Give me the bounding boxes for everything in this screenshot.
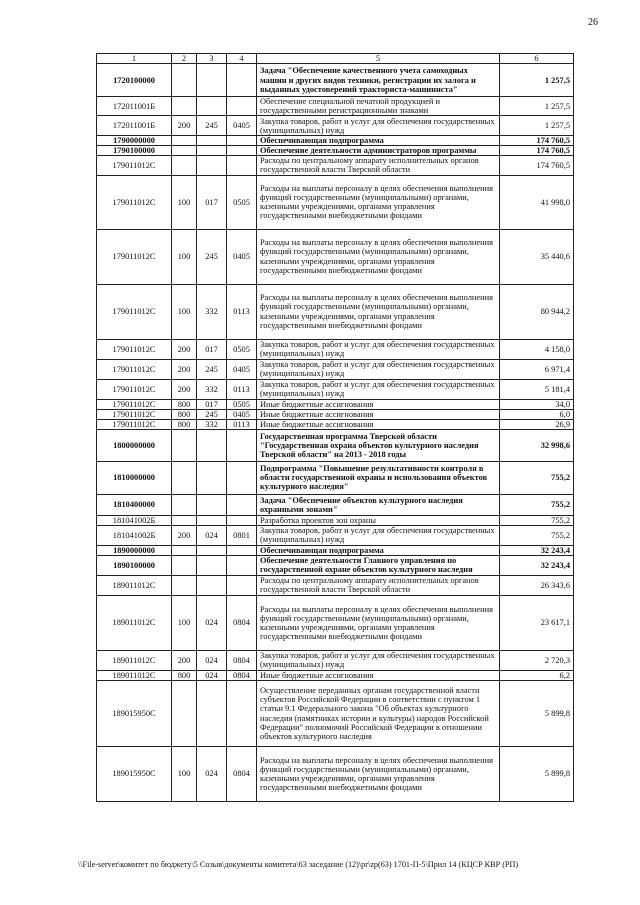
- admin-code: [197, 555, 227, 575]
- kcsr-code: 179011012С: [97, 399, 172, 409]
- section-code: [227, 156, 257, 175]
- table-row: [97, 229, 574, 284]
- section-code: 0505: [227, 339, 257, 359]
- admin-code: [197, 136, 227, 146]
- amount: 6 971,4: [500, 359, 574, 379]
- table-row: [97, 670, 574, 680]
- kvr-code: 200: [172, 359, 197, 379]
- kcsr-code: 189011012С: [97, 575, 172, 595]
- table-row: [97, 575, 574, 595]
- kcsr-code: 189011012С: [97, 595, 172, 650]
- section-code: [227, 575, 257, 595]
- amount: 174 760,5: [500, 156, 574, 175]
- description: Обеспечение деятельности Главного управления по государственной охране объектов культурного наследия: [257, 555, 500, 575]
- description: Расходы на выплаты персоналу в целях обеспечения выполнения функций государственными (муниципальными) органами, казенными учреждениями, органами управления государственными внебюджетными фондами: [257, 747, 500, 802]
- section-code: [227, 545, 257, 555]
- kcsr-code: 172011001Б: [97, 97, 172, 116]
- kcsr-code: 179011012С: [97, 175, 172, 229]
- admin-code: 017: [197, 399, 227, 409]
- kcsr-code: 172011001Б: [97, 116, 172, 136]
- kcsr-code: 1790100000: [97, 146, 172, 156]
- description: Государственная программа Тверской области "Государственная охрана объектов культурного наследия Тверской области" на 2013 - 2018 годы: [257, 429, 500, 461]
- admin-code: 024: [197, 747, 227, 802]
- description: Задача "Обеспечение объектов культурного наследия охранными зонами": [257, 494, 500, 515]
- table-row: [97, 515, 574, 525]
- kvr-code: [172, 136, 197, 146]
- kvr-code: [172, 97, 197, 116]
- table-header-row: [97, 54, 574, 64]
- admin-code: [197, 146, 227, 156]
- description: Иные бюджетные ассигнования: [257, 670, 500, 680]
- description: Иные бюджетные ассигнования: [257, 409, 500, 419]
- description: Закупка товаров, работ и услуг для обеспечения государственных (муниципальных) нужд: [257, 650, 500, 670]
- kvr-code: [172, 64, 197, 97]
- admin-code: [197, 97, 227, 116]
- admin-code: [197, 156, 227, 175]
- column-header: 4: [227, 54, 257, 64]
- kvr-code: [172, 575, 197, 595]
- section-code: [227, 555, 257, 575]
- section-code: [227, 97, 257, 116]
- description: Расходы на выплаты персоналу в целях обеспечения выполнения функций государственными (муниципальными) органами, казенными учреждениями, органами управления государственными внебюджетными фондами: [257, 284, 500, 339]
- description: Закупка товаров, работ и услуг для обеспечения государственных (муниципальных) нужд: [257, 116, 500, 136]
- kvr-code: [172, 429, 197, 461]
- admin-code: 024: [197, 670, 227, 680]
- kvr-code: 200: [172, 525, 197, 545]
- section-code: 0801: [227, 525, 257, 545]
- description: Обеспечивающая подпрограмма: [257, 545, 500, 555]
- kvr-code: 200: [172, 650, 197, 670]
- amount: 5 899,8: [500, 681, 574, 747]
- kcsr-code: 179011012С: [97, 419, 172, 429]
- description: Иные бюджетные ассигнования: [257, 419, 500, 429]
- amount: 5 181,4: [500, 379, 574, 399]
- section-code: [227, 494, 257, 515]
- kvr-code: 200: [172, 339, 197, 359]
- description: Обеспечивающая подпрограмма: [257, 136, 500, 146]
- kvr-code: 800: [172, 670, 197, 680]
- amount: 1 257,5: [500, 97, 574, 116]
- column-header: 6: [500, 54, 574, 64]
- section-code: 0113: [227, 379, 257, 399]
- kvr-code: 100: [172, 175, 197, 229]
- description: Закупка товаров, работ и услуг для обеспечения государственных (муниципальных) нужд: [257, 379, 500, 399]
- description: Подпрограмма "Повышение результативности контроля в области государственной охраны и использования объектов культурного наследия": [257, 461, 500, 494]
- section-code: [227, 64, 257, 97]
- amount: 174 760,5: [500, 136, 574, 146]
- table-row: [97, 146, 574, 156]
- section-code: 0113: [227, 284, 257, 339]
- description: Расходы по центральному аппарату исполнительных органов государственной власти Тверской области: [257, 156, 500, 175]
- amount: 1 257,5: [500, 64, 574, 97]
- table-row: [97, 681, 574, 747]
- description: Иные бюджетные ассигнования: [257, 399, 500, 409]
- admin-code: [197, 64, 227, 97]
- admin-code: 245: [197, 409, 227, 419]
- column-header: 2: [172, 54, 197, 64]
- kvr-code: 100: [172, 595, 197, 650]
- description: Закупка товаров, работ и услуг для обеспечения государственных (муниципальных) нужд: [257, 359, 500, 379]
- admin-code: 245: [197, 229, 227, 284]
- kvr-code: [172, 494, 197, 515]
- kvr-code: [172, 555, 197, 575]
- kcsr-code: 179011012С: [97, 156, 172, 175]
- section-code: [227, 429, 257, 461]
- section-code: [227, 461, 257, 494]
- admin-code: 017: [197, 339, 227, 359]
- section-code: 0113: [227, 419, 257, 429]
- kcsr-code: 189015950С: [97, 681, 172, 747]
- kvr-code: [172, 461, 197, 494]
- description: Расходы на выплаты персоналу в целях обеспечения выполнения функций государственными (муниципальными) органами, казенными учреждениями, органами управления государственными внебюджетными фондами: [257, 175, 500, 229]
- admin-code: [197, 575, 227, 595]
- amount: 755,2: [500, 525, 574, 545]
- section-code: 0405: [227, 359, 257, 379]
- kcsr-code: 181041002Б: [97, 525, 172, 545]
- amount: 32 998,6: [500, 429, 574, 461]
- kvr-code: 100: [172, 747, 197, 802]
- amount: 6,0: [500, 409, 574, 419]
- amount: 23 617,1: [500, 595, 574, 650]
- page-number: 26: [588, 17, 598, 28]
- table-row: [97, 97, 574, 116]
- admin-code: 024: [197, 525, 227, 545]
- kvr-code: [172, 681, 197, 747]
- column-header: 5: [257, 54, 500, 64]
- kvr-code: 800: [172, 399, 197, 409]
- admin-code: [197, 429, 227, 461]
- kcsr-code: 1790000000: [97, 136, 172, 146]
- kcsr-code: 179011012С: [97, 359, 172, 379]
- table-row: [97, 284, 574, 339]
- kcsr-code: 179011012С: [97, 409, 172, 419]
- section-code: [227, 681, 257, 747]
- amount: 32 243,4: [500, 545, 574, 555]
- section-code: [227, 515, 257, 525]
- admin-code: 245: [197, 116, 227, 136]
- amount: 34,0: [500, 399, 574, 409]
- amount: 6,2: [500, 670, 574, 680]
- kcsr-code: 1800000000: [97, 429, 172, 461]
- admin-code: 017: [197, 175, 227, 229]
- description: Расходы на выплаты персоналу в целях обеспечения выполнения функций государственными (муниципальными) органами, казенными учреждениями, органами управления государственными внебюджетными фондами: [257, 229, 500, 284]
- section-code: 0405: [227, 116, 257, 136]
- kcsr-code: 189011012С: [97, 650, 172, 670]
- admin-code: [197, 494, 227, 515]
- kvr-code: [172, 515, 197, 525]
- file-path-footer: \\File-server\комитет по бюджету\5 Созыв\документы комитета\63 заседание (12)\pr\zp(63) 1701-П-5\Прил 14 (КЦСР КВР (РП): [78, 860, 519, 869]
- table-row: [97, 359, 574, 379]
- amount: 35 440,6: [500, 229, 574, 284]
- kvr-code: 100: [172, 229, 197, 284]
- kcsr-code: 179011012С: [97, 284, 172, 339]
- table-row: [97, 419, 574, 429]
- admin-code: 245: [197, 359, 227, 379]
- kcsr-code: 189015950С: [97, 747, 172, 802]
- admin-code: [197, 515, 227, 525]
- kcsr-code: 179011012С: [97, 339, 172, 359]
- section-code: 0405: [227, 409, 257, 419]
- table-row: [97, 399, 574, 409]
- section-code: 0804: [227, 747, 257, 802]
- kcsr-code: 1720100000: [97, 64, 172, 97]
- table-row: [97, 747, 574, 802]
- table-row: [97, 136, 574, 146]
- amount: 32 243,4: [500, 555, 574, 575]
- description: Закупка товаров, работ и услуг для обеспечения государственных (муниципальных) нужд: [257, 339, 500, 359]
- section-code: 0804: [227, 670, 257, 680]
- table-row: [97, 545, 574, 555]
- kvr-code: 800: [172, 419, 197, 429]
- kcsr-code: 1890000000: [97, 545, 172, 555]
- table-row: [97, 429, 574, 461]
- admin-code: [197, 545, 227, 555]
- description: Расходы на выплаты персоналу в целях обеспечения выполнения функций государственными (муниципальными) органами, казенными учреждениями, органами управления государственными внебюджетными фондами: [257, 595, 500, 650]
- kvr-code: 100: [172, 284, 197, 339]
- description: Осуществление переданных органам государственной власти субъектов Российской Федерации в соответствии с пунктом 1 статьи 9.1 Федерального закона "Об объектах культурного наследия (памятниках истории и культуры) народов Российской Федерации" полномочий Российской Федерации в отношении объектов культурного наследия: [257, 681, 500, 747]
- section-code: 0804: [227, 650, 257, 670]
- description: Задача "Обеспечение качественного учета самоходных машин и других видов техники, регистрации их залога и выданных удостоверений тракториста-машиниста": [257, 64, 500, 97]
- kcsr-code: 189011012С: [97, 670, 172, 680]
- table-row: [97, 156, 574, 175]
- amount: 755,2: [500, 515, 574, 525]
- section-code: 0405: [227, 229, 257, 284]
- table-row: [97, 461, 574, 494]
- amount: 26,9: [500, 419, 574, 429]
- admin-code: 332: [197, 419, 227, 429]
- table-row: [97, 64, 574, 97]
- table-row: [97, 379, 574, 399]
- kcsr-code: 181041002Б: [97, 515, 172, 525]
- section-code: 0505: [227, 175, 257, 229]
- amount: 26 343,6: [500, 575, 574, 595]
- amount: 5 899,8: [500, 747, 574, 802]
- section-code: [227, 146, 257, 156]
- section-code: 0804: [227, 595, 257, 650]
- kcsr-code: 179011012С: [97, 229, 172, 284]
- kvr-code: 200: [172, 116, 197, 136]
- table-row: [97, 116, 574, 136]
- section-code: 0505: [227, 399, 257, 409]
- kvr-code: [172, 545, 197, 555]
- description: Расходы по центральному аппарату исполнительных органов государственной власти Тверской области: [257, 575, 500, 595]
- table-row: [97, 525, 574, 545]
- kvr-code: 200: [172, 379, 197, 399]
- kcsr-code: 1810000000: [97, 461, 172, 494]
- kvr-code: [172, 146, 197, 156]
- column-header: 1: [97, 54, 172, 64]
- amount: 174 760,5: [500, 146, 574, 156]
- section-code: [227, 136, 257, 146]
- table-row: [97, 555, 574, 575]
- table-row: [97, 175, 574, 229]
- kcsr-code: 1810400000: [97, 494, 172, 515]
- amount: 41 998,0: [500, 175, 574, 229]
- description: Обеспечение деятельности администраторов программы: [257, 146, 500, 156]
- table-row: [97, 494, 574, 515]
- description: Разработка проектов зон охраны: [257, 515, 500, 525]
- amount: 1 257,5: [500, 116, 574, 136]
- admin-code: 024: [197, 595, 227, 650]
- admin-code: [197, 461, 227, 494]
- kcsr-code: 179011012С: [97, 379, 172, 399]
- amount: 80 944,2: [500, 284, 574, 339]
- amount: 4 158,0: [500, 339, 574, 359]
- column-header: 3: [197, 54, 227, 64]
- amount: 755,2: [500, 494, 574, 515]
- admin-code: 332: [197, 284, 227, 339]
- admin-code: 024: [197, 650, 227, 670]
- kvr-code: 800: [172, 409, 197, 419]
- description: Обеспечение специальной печатной продукцией и государственными регистрационными знаками: [257, 97, 500, 116]
- kvr-code: [172, 156, 197, 175]
- admin-code: [197, 681, 227, 747]
- admin-code: 332: [197, 379, 227, 399]
- table-row: [97, 650, 574, 670]
- amount: 2 720,3: [500, 650, 574, 670]
- amount: 755,2: [500, 461, 574, 494]
- table-row: [97, 595, 574, 650]
- budget-table: [96, 53, 574, 802]
- description: Закупка товаров, работ и услуг для обеспечения государственных (муниципальных) нужд: [257, 525, 500, 545]
- table-row: [97, 409, 574, 419]
- table-row: [97, 339, 574, 359]
- kcsr-code: 1890100000: [97, 555, 172, 575]
